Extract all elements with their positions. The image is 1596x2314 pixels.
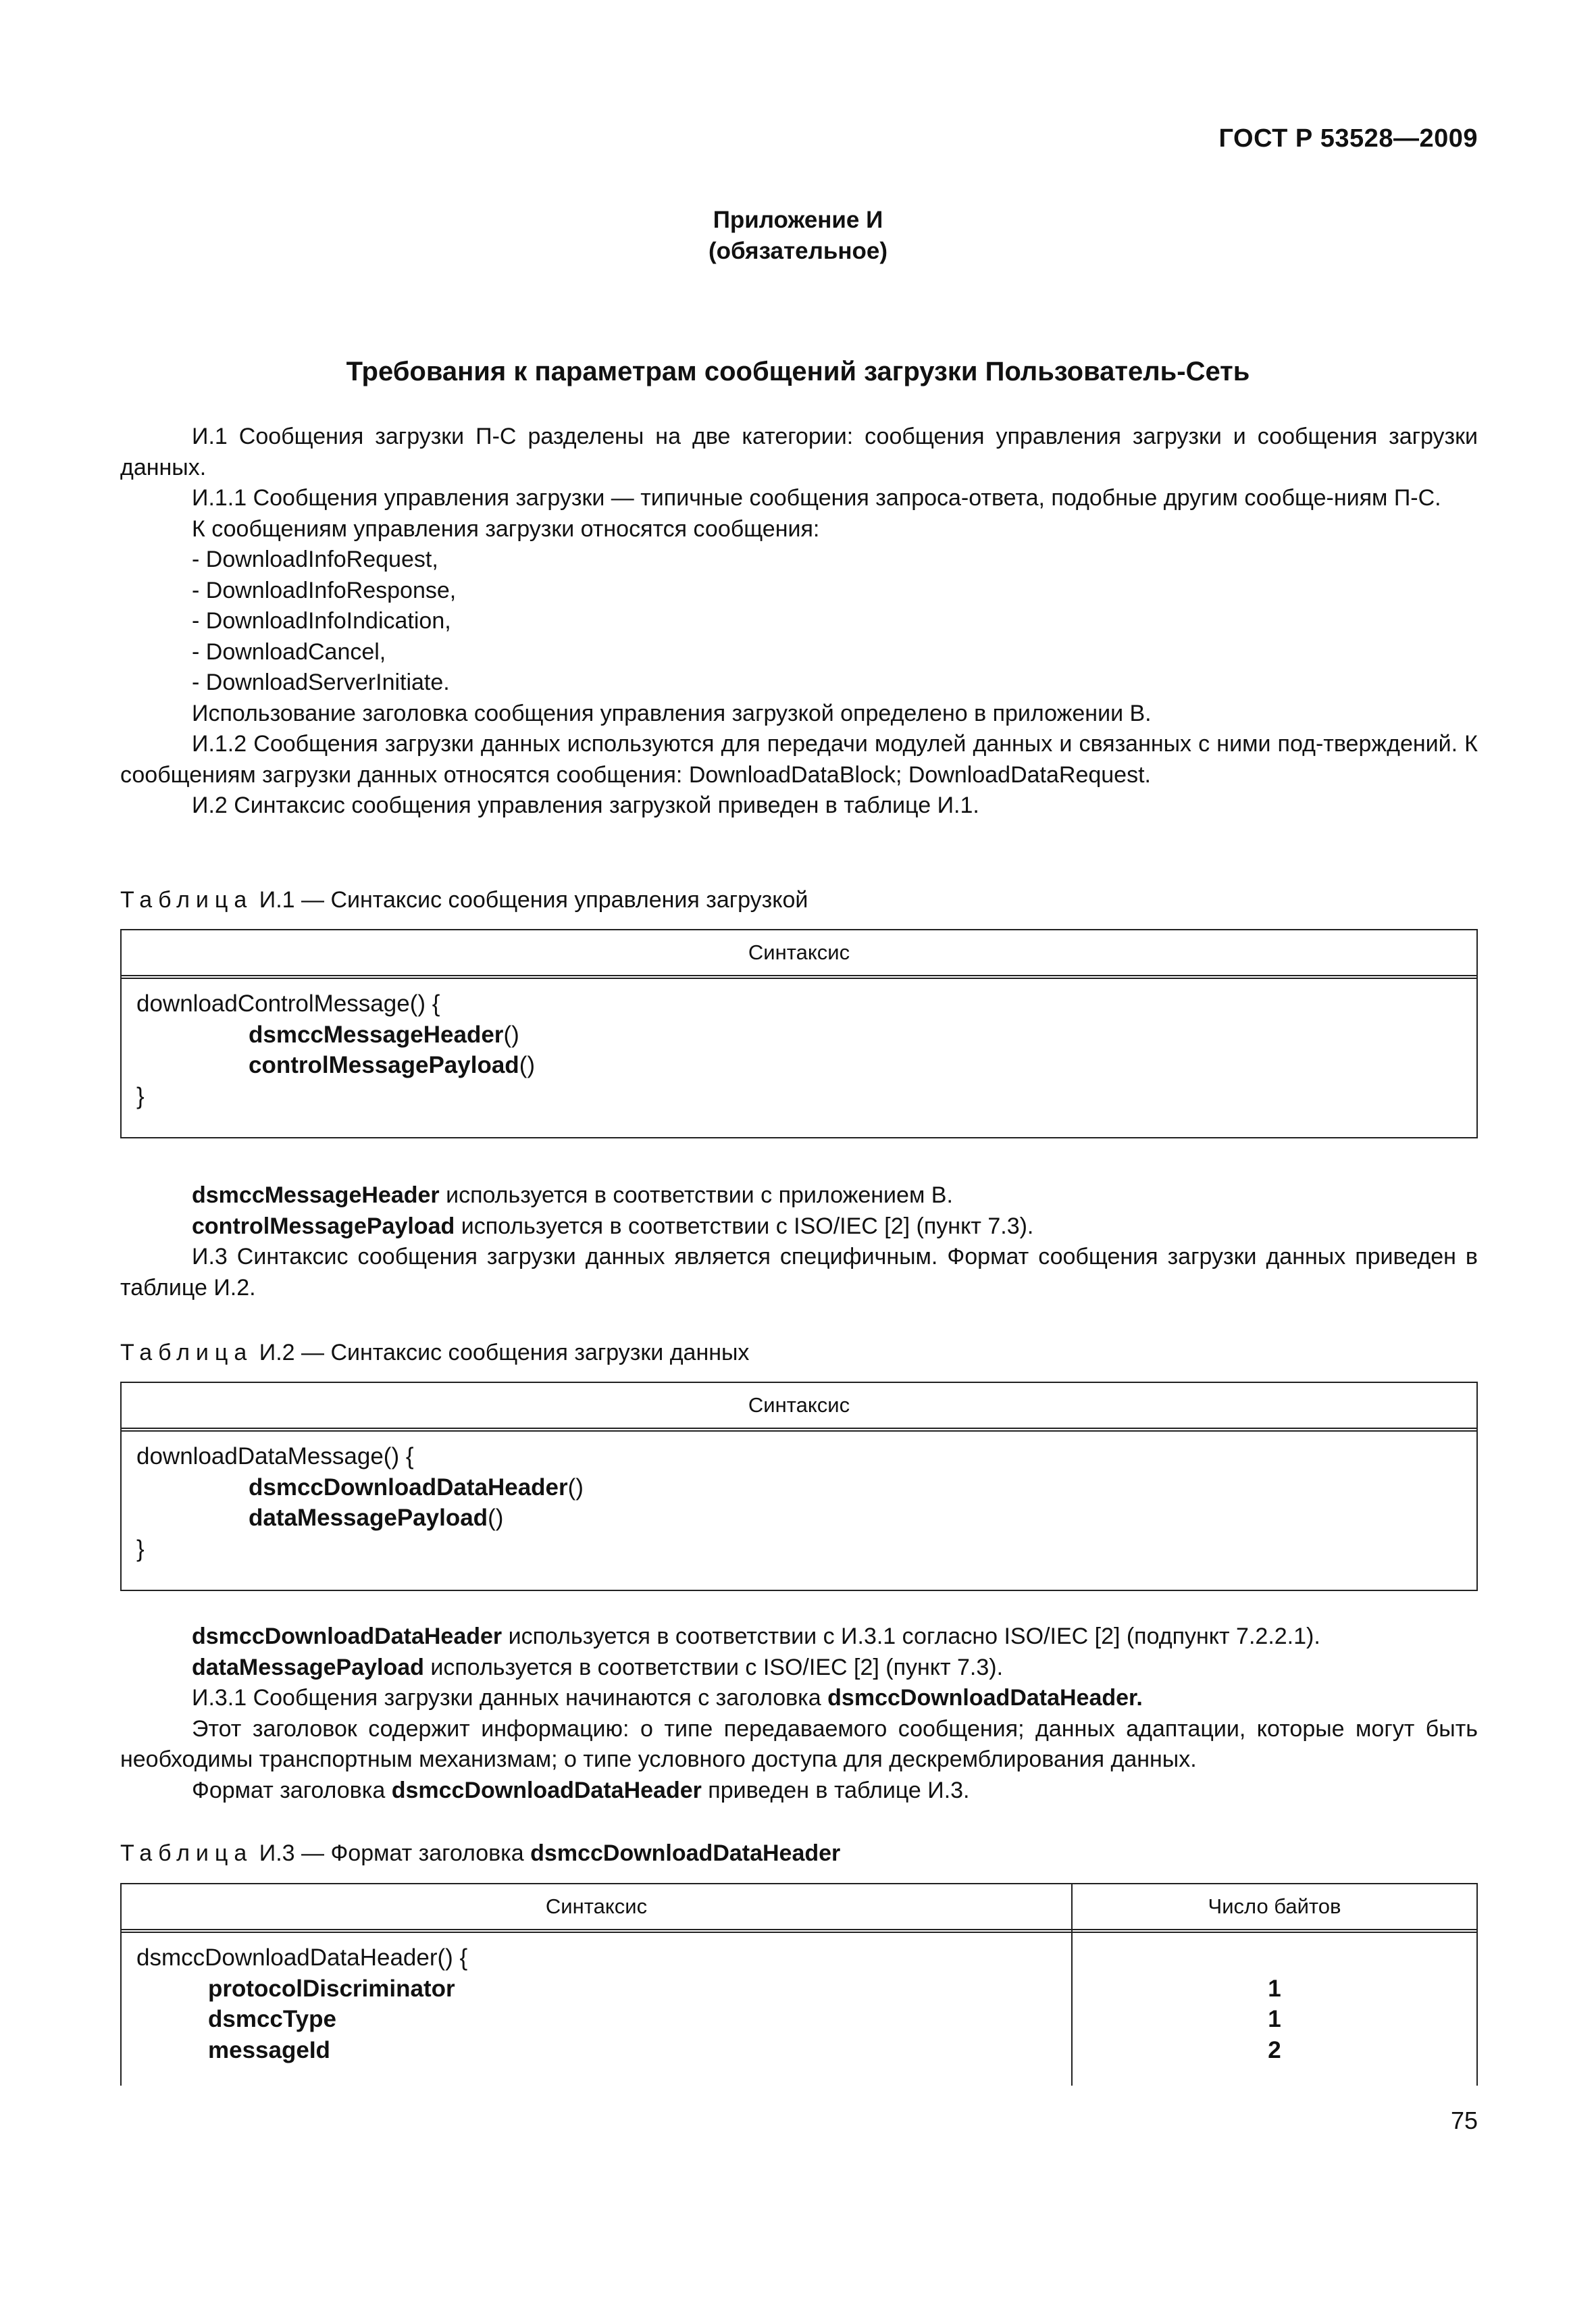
paragraph: dsmccDownloadDataHeader используется в соответствии с И.3.1 согласно ISO/IEC [2] (подпункт 7.2.2.1). bbox=[192, 1624, 1320, 1649]
after-table2-text bbox=[120, 1621, 1478, 1806]
caption-text: И.3 — Формат заголовка bbox=[253, 1840, 531, 1866]
table3-col2-header: Число байтов bbox=[1073, 1884, 1476, 1933]
code-line: } bbox=[136, 1535, 145, 1562]
list-item: - DownloadServerInitiate. bbox=[192, 670, 450, 695]
paragraph-i1-2: И.1.2 Сообщения загрузки данных используются для передачи модулей данных и связанных с ними под-тверждений. К сообщениям загрузки данных относятся сообщения: DownloadDataBlock; DownloadDataRequest. bbox=[120, 731, 1478, 788]
caption-bold: dsmccDownloadDataHeader bbox=[530, 1840, 841, 1866]
table3-caption bbox=[120, 1840, 840, 1867]
annex-title: Приложение И bbox=[713, 207, 883, 233]
paragraph: Формат заголовка dsmccDownloadDataHeader приведен в таблице И.3. bbox=[192, 1777, 970, 1803]
caption-text: И.2 — Синтаксис сообщения загрузки данных bbox=[253, 1340, 750, 1365]
paragraph-i3-1: И.3.1 Сообщения загрузки данных начинаются с заголовка dsmccDownloadDataHeader. bbox=[192, 1685, 1143, 1711]
code-line: controlMessagePayload() bbox=[249, 1052, 536, 1078]
table3-col1-header: Синтаксис bbox=[122, 1884, 1071, 1933]
field-name: messageId bbox=[208, 2036, 330, 2063]
after-table1-text bbox=[120, 1180, 1478, 1303]
paragraph-list-intro: К сообщениям управления загрузки относятся сообщения: bbox=[192, 515, 820, 542]
intro-text bbox=[120, 422, 1478, 822]
table1-body bbox=[122, 979, 1476, 1118]
list-item: - DownloadInfoRequest, bbox=[192, 547, 438, 572]
table2-body bbox=[122, 1432, 1476, 1571]
table2 bbox=[120, 1382, 1478, 1591]
paragraph: controlMessagePayload используется в соответствии с ISO/IEC [2] (пункт 7.3). bbox=[192, 1213, 1034, 1239]
caption-prefix: Таблица bbox=[120, 887, 253, 913]
empty-cell bbox=[1073, 1942, 1476, 1973]
field-name: dsmccType bbox=[208, 2006, 336, 2032]
list-item: - DownloadInfoIndication, bbox=[192, 608, 451, 634]
section-title: Требования к параметрам сообщений загрузки Пользователь-Сеть bbox=[346, 357, 1250, 386]
paragraph-i1-1: И.1.1 Сообщения управления загрузки — типичные сообщения запроса-ответа, подобные другим сообще-ниям П-С. bbox=[192, 485, 1441, 511]
code-line: dataMessagePayload() bbox=[249, 1505, 504, 1531]
page-number: 75 bbox=[1450, 2107, 1478, 2134]
list-item: - DownloadCancel, bbox=[192, 638, 386, 665]
caption-prefix: Таблица bbox=[120, 1340, 253, 1365]
table1-header: Синтаксис bbox=[122, 930, 1476, 979]
table1 bbox=[120, 929, 1478, 1138]
paragraph-i3: И.3 Синтаксис сообщения загрузки данных является специфичным. Формат сообщения загрузки данных приведен в таблице И.2. bbox=[120, 1244, 1478, 1301]
table3 bbox=[120, 1883, 1478, 2086]
caption-prefix: Таблица bbox=[120, 1840, 253, 1866]
list-item: - DownloadInfoResponse, bbox=[192, 577, 457, 603]
paragraph: dataMessagePayload используется в соответствии с ISO/IEC [2] (пункт 7.3). bbox=[192, 1654, 1004, 1680]
code-line: dsmccDownloadDataHeader() bbox=[249, 1474, 584, 1501]
annex-status: (обязательное) bbox=[708, 238, 887, 264]
paragraph-header-usage: Использование заголовка сообщения управления загрузкой определено в приложении В. bbox=[192, 700, 1152, 726]
code-line: dsmccMessageHeader() bbox=[249, 1021, 519, 1048]
byte-count: 1 bbox=[1268, 1975, 1281, 2002]
code-line: dsmccDownloadDataHeader() { bbox=[136, 1944, 468, 1971]
paragraph-i2: И.2 Синтаксис сообщения управления загрузкой приведен в таблице И.1. bbox=[192, 793, 979, 818]
code-line: downloadDataMessage() { bbox=[136, 1443, 414, 1469]
table2-header: Синтаксис bbox=[122, 1383, 1476, 1432]
table3-syntax-column bbox=[122, 1884, 1073, 2086]
table3-bytes-column bbox=[1073, 1884, 1476, 2086]
paragraph-i1: И.1 Сообщения загрузки П-С разделены на две категории: сообщения управления загрузки и сообщения загрузки данных. bbox=[120, 424, 1478, 480]
paragraph: Этот заголовок содержит информацию: о типе передаваемого сообщения; данных адаптации, которые могут быть необходимы транспортным механизмам; о типе условного доступа для дескремблирования данных. bbox=[120, 1715, 1478, 1772]
standard-designation: ГОСТ Р 53528—2009 bbox=[1218, 124, 1478, 153]
paragraph: dsmccMessageHeader используется в соответствии с приложением В. bbox=[192, 1182, 953, 1208]
caption-text: И.1 — Синтаксис сообщения управления загрузкой bbox=[253, 887, 808, 913]
byte-count: 2 bbox=[1268, 2036, 1281, 2063]
byte-count: 1 bbox=[1268, 2006, 1281, 2032]
table1-caption bbox=[120, 887, 808, 913]
field-name: protocolDiscriminator bbox=[208, 1975, 455, 2002]
code-line: downloadControlMessage() { bbox=[136, 990, 440, 1017]
code-line: } bbox=[136, 1082, 145, 1109]
table2-caption bbox=[120, 1340, 749, 1366]
